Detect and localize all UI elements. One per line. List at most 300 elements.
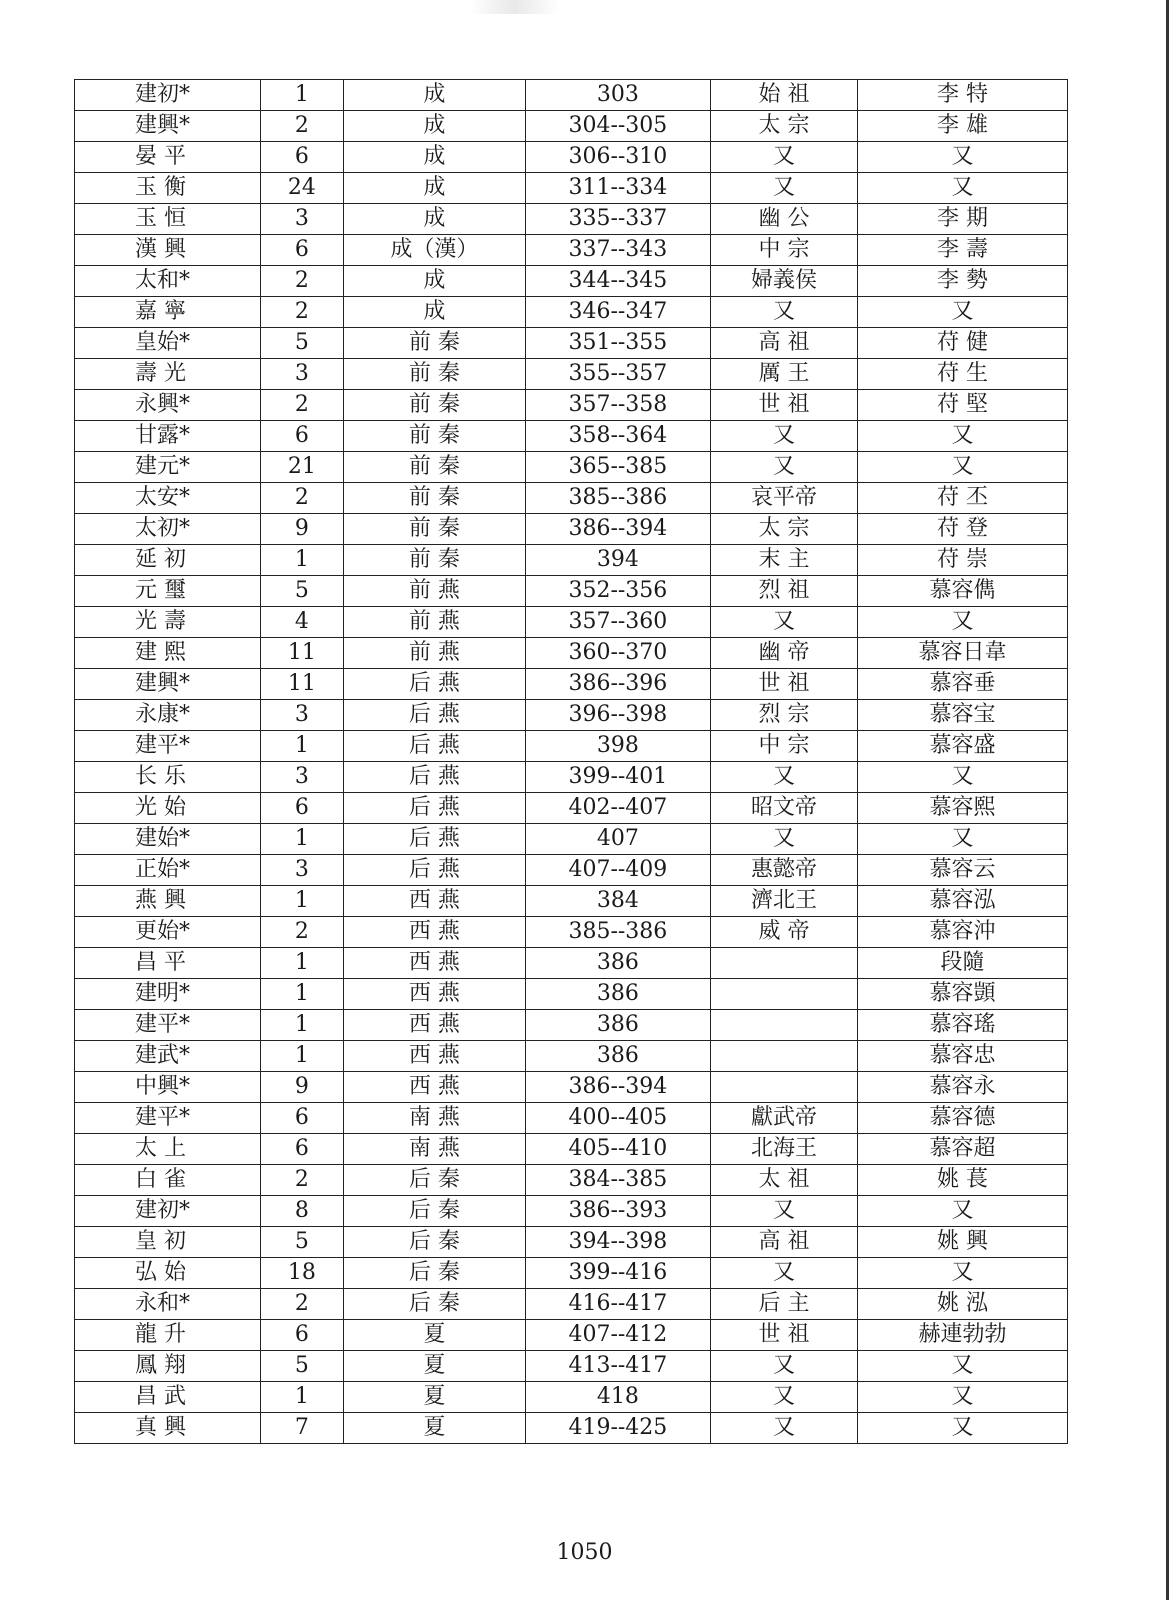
era-name-cell: 建平*: [75, 1103, 261, 1134]
temple-name-cell: 獻武帝: [711, 1103, 858, 1134]
era-name-cell: 漢 興: [75, 235, 261, 266]
year-range-cell: 303: [525, 80, 711, 111]
table-row: [75, 1413, 1068, 1444]
state-cell: 前 秦: [344, 328, 525, 359]
era-name-cell: 玉 恒: [75, 204, 261, 235]
year-range-cell: 357--358: [525, 390, 711, 421]
ruler-name-cell: 李 壽: [857, 235, 1067, 266]
years-count-cell: 11: [260, 669, 344, 700]
years-count-cell: 3: [260, 855, 344, 886]
ruler-name-cell: 又: [857, 824, 1067, 855]
ruler-name-cell: 又: [857, 1382, 1067, 1413]
temple-name-cell: [711, 1072, 858, 1103]
state-cell: 后 燕: [344, 855, 525, 886]
state-cell: 前 燕: [344, 638, 525, 669]
table-row: [75, 142, 1068, 173]
table-row: [75, 297, 1068, 328]
state-cell: 后 秦: [344, 1289, 525, 1320]
year-range-cell: 413--417: [525, 1351, 711, 1382]
year-range-cell: 351--355: [525, 328, 711, 359]
state-cell: 前 秦: [344, 452, 525, 483]
years-count-cell: 9: [260, 1072, 344, 1103]
state-cell: 成（漢）: [344, 235, 525, 266]
state-cell: 后 秦: [344, 1165, 525, 1196]
state-cell: 后 秦: [344, 1258, 525, 1289]
era-name-cell: 永和*: [75, 1289, 261, 1320]
years-count-cell: 11: [260, 638, 344, 669]
temple-name-cell: 又: [711, 142, 858, 173]
era-name-cell: 太 上: [75, 1134, 261, 1165]
temple-name-cell: 又: [711, 421, 858, 452]
years-count-cell: 6: [260, 235, 344, 266]
years-count-cell: 1: [260, 731, 344, 762]
era-name-cell: 元 璽: [75, 576, 261, 607]
ruler-name-cell: 赫連勃勃: [857, 1320, 1067, 1351]
year-range-cell: 400--405: [525, 1103, 711, 1134]
ruler-name-cell: 又: [857, 1258, 1067, 1289]
ruler-name-cell: 李 勢: [857, 266, 1067, 297]
temple-name-cell: 又: [711, 1258, 858, 1289]
era-name-cell: 弘 始: [75, 1258, 261, 1289]
ruler-name-cell: 李 特: [857, 80, 1067, 111]
years-count-cell: 1: [260, 1010, 344, 1041]
years-count-cell: 1: [260, 80, 344, 111]
era-name-cell: 皇 初: [75, 1227, 261, 1258]
year-range-cell: 384: [525, 886, 711, 917]
temple-name-cell: 世 祖: [711, 669, 858, 700]
temple-name-cell: 又: [711, 297, 858, 328]
temple-name-cell: 世 祖: [711, 1320, 858, 1351]
year-range-cell: 360--370: [525, 638, 711, 669]
state-cell: 前 秦: [344, 359, 525, 390]
era-name-cell: 建初*: [75, 80, 261, 111]
state-cell: 前 燕: [344, 607, 525, 638]
temple-name-cell: 世 祖: [711, 390, 858, 421]
era-name-cell: 建元*: [75, 452, 261, 483]
ruler-name-cell: 苻 生: [857, 359, 1067, 390]
ruler-name-cell: 苻 丕: [857, 483, 1067, 514]
state-cell: 成: [344, 204, 525, 235]
temple-name-cell: [711, 1041, 858, 1072]
table-row: [75, 1320, 1068, 1351]
temple-name-cell: 又: [711, 824, 858, 855]
year-range-cell: 405--410: [525, 1134, 711, 1165]
years-count-cell: 1: [260, 1382, 344, 1413]
state-cell: 后 秦: [344, 1196, 525, 1227]
years-count-cell: 4: [260, 607, 344, 638]
ruler-name-cell: 李 雄: [857, 111, 1067, 142]
temple-name-cell: 中 宗: [711, 235, 858, 266]
ruler-name-cell: 又: [857, 1351, 1067, 1382]
state-cell: 成: [344, 266, 525, 297]
years-count-cell: 8: [260, 1196, 344, 1227]
year-range-cell: 398: [525, 731, 711, 762]
ruler-name-cell: 李 期: [857, 204, 1067, 235]
years-count-cell: 1: [260, 824, 344, 855]
state-cell: 前 秦: [344, 545, 525, 576]
year-range-cell: 304--305: [525, 111, 711, 142]
era-name-cell: 建平*: [75, 731, 261, 762]
table-row: [75, 576, 1068, 607]
ruler-name-cell: 又: [857, 452, 1067, 483]
year-range-cell: 337--343: [525, 235, 711, 266]
table-row: [75, 1072, 1068, 1103]
ruler-name-cell: 又: [857, 173, 1067, 204]
ruler-name-cell: 慕容垂: [857, 669, 1067, 700]
state-cell: 成: [344, 111, 525, 142]
table-row: [75, 886, 1068, 917]
temple-name-cell: 后 主: [711, 1289, 858, 1320]
state-cell: 夏: [344, 1351, 525, 1382]
years-count-cell: 6: [260, 1134, 344, 1165]
temple-name-cell: 北海王: [711, 1134, 858, 1165]
era-name-cell: 永康*: [75, 700, 261, 731]
ruler-name-cell: 又: [857, 1413, 1067, 1444]
year-range-cell: 407--412: [525, 1320, 711, 1351]
years-count-cell: 2: [260, 1165, 344, 1196]
table-row: [75, 1103, 1068, 1134]
era-name-cell: 龍 升: [75, 1320, 261, 1351]
year-range-cell: 355--357: [525, 359, 711, 390]
era-name-cell: 太初*: [75, 514, 261, 545]
temple-name-cell: 烈 祖: [711, 576, 858, 607]
era-name-cell: 光 始: [75, 793, 261, 824]
years-count-cell: 6: [260, 1320, 344, 1351]
table-row: [75, 173, 1068, 204]
years-count-cell: 2: [260, 297, 344, 328]
years-count-cell: 1: [260, 886, 344, 917]
years-count-cell: 2: [260, 1289, 344, 1320]
temple-name-cell: 太 祖: [711, 1165, 858, 1196]
year-range-cell: 385--386: [525, 483, 711, 514]
table-row: [75, 1196, 1068, 1227]
era-name-cell: 建始*: [75, 824, 261, 855]
ruler-name-cell: 又: [857, 607, 1067, 638]
table-row: [75, 483, 1068, 514]
era-name-cell: 晏 平: [75, 142, 261, 173]
ruler-name-cell: 又: [857, 297, 1067, 328]
temple-name-cell: 惠懿帝: [711, 855, 858, 886]
table-row: [75, 1258, 1068, 1289]
years-count-cell: 7: [260, 1413, 344, 1444]
state-cell: 夏: [344, 1320, 525, 1351]
ruler-name-cell: 慕容瑤: [857, 1010, 1067, 1041]
year-range-cell: 416--417: [525, 1289, 711, 1320]
temple-name-cell: 濟北王: [711, 886, 858, 917]
table-row: [75, 328, 1068, 359]
state-cell: 西 燕: [344, 948, 525, 979]
year-range-cell: 386: [525, 1010, 711, 1041]
temple-name-cell: 又: [711, 1382, 858, 1413]
state-cell: 前 燕: [344, 576, 525, 607]
table-row: [75, 793, 1068, 824]
years-count-cell: 3: [260, 204, 344, 235]
ruler-name-cell: 慕容日韋: [857, 638, 1067, 669]
temple-name-cell: 婦義侯: [711, 266, 858, 297]
table-row: [75, 731, 1068, 762]
state-cell: 后 燕: [344, 731, 525, 762]
ruler-name-cell: 姚 泓: [857, 1289, 1067, 1320]
table-row: [75, 607, 1068, 638]
ruler-name-cell: 慕容忠: [857, 1041, 1067, 1072]
state-cell: 夏: [344, 1382, 525, 1413]
era-name-cell: 甘露*: [75, 421, 261, 452]
years-count-cell: 3: [260, 762, 344, 793]
era-name-cell: 建興*: [75, 111, 261, 142]
year-range-cell: 357--360: [525, 607, 711, 638]
year-range-cell: 394: [525, 545, 711, 576]
era-name-cell: 燕 興: [75, 886, 261, 917]
era-name-cell: 真 興: [75, 1413, 261, 1444]
year-range-cell: 386: [525, 948, 711, 979]
ruler-name-cell: 慕容云: [857, 855, 1067, 886]
state-cell: 成: [344, 173, 525, 204]
state-cell: 夏: [344, 1413, 525, 1444]
years-count-cell: 21: [260, 452, 344, 483]
table-row: [75, 1134, 1068, 1165]
era-name-cell: 鳳 翔: [75, 1351, 261, 1382]
year-range-cell: 386: [525, 1041, 711, 1072]
ruler-name-cell: 慕容熙: [857, 793, 1067, 824]
table-row: [75, 979, 1068, 1010]
era-name-cell: 建興*: [75, 669, 261, 700]
era-name-cell: 长 乐: [75, 762, 261, 793]
year-range-cell: 386: [525, 979, 711, 1010]
state-cell: 南 燕: [344, 1134, 525, 1165]
state-cell: 成: [344, 142, 525, 173]
temple-name-cell: 太 宗: [711, 514, 858, 545]
state-cell: 西 燕: [344, 1010, 525, 1041]
state-cell: 后 燕: [344, 700, 525, 731]
era-name-cell: 昌 平: [75, 948, 261, 979]
years-count-cell: 2: [260, 917, 344, 948]
year-range-cell: 386--394: [525, 1072, 711, 1103]
ruler-name-cell: 又: [857, 1196, 1067, 1227]
table-row: [75, 1010, 1068, 1041]
year-range-cell: 344--345: [525, 266, 711, 297]
table-row: [75, 948, 1068, 979]
table-row: [75, 1227, 1068, 1258]
table-row: [75, 1351, 1068, 1382]
years-count-cell: 18: [260, 1258, 344, 1289]
ruler-name-cell: 苻 健: [857, 328, 1067, 359]
temple-name-cell: 烈 宗: [711, 700, 858, 731]
era-name-cell: 中興*: [75, 1072, 261, 1103]
table-row: [75, 700, 1068, 731]
state-cell: 后 燕: [344, 669, 525, 700]
ruler-name-cell: 慕容盛: [857, 731, 1067, 762]
state-cell: 成: [344, 297, 525, 328]
temple-name-cell: 高 祖: [711, 1227, 858, 1258]
era-name-cell: 更始*: [75, 917, 261, 948]
era-name-cell: 光 壽: [75, 607, 261, 638]
ruler-name-cell: 慕容顗: [857, 979, 1067, 1010]
year-range-cell: 384--385: [525, 1165, 711, 1196]
years-count-cell: 5: [260, 328, 344, 359]
table-row: [75, 762, 1068, 793]
era-name-cell: 建初*: [75, 1196, 261, 1227]
ruler-name-cell: 慕容儁: [857, 576, 1067, 607]
state-cell: 西 燕: [344, 886, 525, 917]
year-range-cell: 311--334: [525, 173, 711, 204]
ruler-name-cell: 慕容泓: [857, 886, 1067, 917]
state-cell: 西 燕: [344, 917, 525, 948]
table-row: [75, 266, 1068, 297]
year-range-cell: 418: [525, 1382, 711, 1413]
year-range-cell: 399--401: [525, 762, 711, 793]
ruler-name-cell: 慕容德: [857, 1103, 1067, 1134]
ruler-name-cell: 慕容宝: [857, 700, 1067, 731]
state-cell: 后 燕: [344, 824, 525, 855]
table-body: [75, 80, 1068, 1444]
year-range-cell: 407: [525, 824, 711, 855]
table-row: [75, 824, 1068, 855]
era-name-cell: 建 熙: [75, 638, 261, 669]
years-count-cell: 2: [260, 483, 344, 514]
year-range-cell: 419--425: [525, 1413, 711, 1444]
years-count-cell: 9: [260, 514, 344, 545]
table-row: [75, 359, 1068, 390]
ruler-name-cell: 苻 登: [857, 514, 1067, 545]
temple-name-cell: 又: [711, 1413, 858, 1444]
table-row: [75, 514, 1068, 545]
year-range-cell: 394--398: [525, 1227, 711, 1258]
temple-name-cell: 又: [711, 452, 858, 483]
era-name-cell: 太安*: [75, 483, 261, 514]
ruler-name-cell: 苻 崇: [857, 545, 1067, 576]
year-range-cell: 386--393: [525, 1196, 711, 1227]
ruler-name-cell: 又: [857, 762, 1067, 793]
years-count-cell: 3: [260, 700, 344, 731]
era-name-cell: 延 初: [75, 545, 261, 576]
years-count-cell: 24: [260, 173, 344, 204]
year-range-cell: 335--337: [525, 204, 711, 235]
table-row: [75, 669, 1068, 700]
era-name-cell: 壽 光: [75, 359, 261, 390]
table-row: [75, 917, 1068, 948]
ruler-name-cell: 慕容超: [857, 1134, 1067, 1165]
years-count-cell: 2: [260, 390, 344, 421]
years-count-cell: 6: [260, 1103, 344, 1134]
table-row: [75, 855, 1068, 886]
year-range-cell: 365--385: [525, 452, 711, 483]
ruler-name-cell: 又: [857, 142, 1067, 173]
years-count-cell: 1: [260, 545, 344, 576]
year-range-cell: 306--310: [525, 142, 711, 173]
ruler-name-cell: 苻 堅: [857, 390, 1067, 421]
year-range-cell: 352--356: [525, 576, 711, 607]
years-count-cell: 5: [260, 1351, 344, 1382]
reign-era-table: [74, 79, 1068, 1444]
years-count-cell: 1: [260, 1041, 344, 1072]
state-cell: 成: [344, 80, 525, 111]
temple-name-cell: [711, 948, 858, 979]
state-cell: 西 燕: [344, 1041, 525, 1072]
page-number: 1050: [556, 1540, 613, 1565]
table-row: [75, 1041, 1068, 1072]
years-count-cell: 5: [260, 1227, 344, 1258]
era-name-cell: 昌 武: [75, 1382, 261, 1413]
state-cell: 南 燕: [344, 1103, 525, 1134]
years-count-cell: 3: [260, 359, 344, 390]
years-count-cell: 1: [260, 948, 344, 979]
temple-name-cell: 哀平帝: [711, 483, 858, 514]
ruler-name-cell: 姚 興: [857, 1227, 1067, 1258]
temple-name-cell: 始 祖: [711, 80, 858, 111]
state-cell: 前 秦: [344, 421, 525, 452]
state-cell: 后 秦: [344, 1227, 525, 1258]
temple-name-cell: 又: [711, 607, 858, 638]
era-name-cell: 太和*: [75, 266, 261, 297]
state-cell: 西 燕: [344, 1072, 525, 1103]
table-row: [75, 80, 1068, 111]
table-row: [75, 1289, 1068, 1320]
table-row: [75, 390, 1068, 421]
year-range-cell: 386--394: [525, 514, 711, 545]
temple-name-cell: 高 祖: [711, 328, 858, 359]
years-count-cell: 5: [260, 576, 344, 607]
temple-name-cell: 幽 公: [711, 204, 858, 235]
table-row: [75, 111, 1068, 142]
year-range-cell: 396--398: [525, 700, 711, 731]
ruler-name-cell: 姚 萇: [857, 1165, 1067, 1196]
temple-name-cell: [711, 979, 858, 1010]
year-range-cell: 402--407: [525, 793, 711, 824]
years-count-cell: 1: [260, 979, 344, 1010]
era-name-cell: 白 雀: [75, 1165, 261, 1196]
temple-name-cell: 幽 帝: [711, 638, 858, 669]
state-cell: 后 燕: [344, 793, 525, 824]
temple-name-cell: 威 帝: [711, 917, 858, 948]
table-row: [75, 421, 1068, 452]
era-name-cell: 永興*: [75, 390, 261, 421]
year-range-cell: 407--409: [525, 855, 711, 886]
era-name-cell: 建平*: [75, 1010, 261, 1041]
table-row: [75, 1382, 1068, 1413]
table-row: [75, 235, 1068, 266]
ruler-name-cell: 段隨: [857, 948, 1067, 979]
scan-smudge: [470, 0, 560, 14]
era-name-cell: 建明*: [75, 979, 261, 1010]
years-count-cell: 2: [260, 111, 344, 142]
table-row: [75, 204, 1068, 235]
ruler-name-cell: 又: [857, 421, 1067, 452]
temple-name-cell: 太 宗: [711, 111, 858, 142]
temple-name-cell: 末 主: [711, 545, 858, 576]
era-name-cell: 嘉 寧: [75, 297, 261, 328]
temple-name-cell: 又: [711, 1351, 858, 1382]
year-range-cell: 346--347: [525, 297, 711, 328]
ruler-name-cell: 慕容永: [857, 1072, 1067, 1103]
temple-name-cell: 中 宗: [711, 731, 858, 762]
temple-name-cell: 又: [711, 762, 858, 793]
state-cell: 前 秦: [344, 483, 525, 514]
state-cell: 前 秦: [344, 390, 525, 421]
table-row: [75, 452, 1068, 483]
temple-name-cell: 又: [711, 173, 858, 204]
state-cell: 后 燕: [344, 762, 525, 793]
era-name-cell: 皇始*: [75, 328, 261, 359]
years-count-cell: 6: [260, 142, 344, 173]
temple-name-cell: [711, 1010, 858, 1041]
year-range-cell: 358--364: [525, 421, 711, 452]
years-count-cell: 2: [260, 266, 344, 297]
year-range-cell: 386--396: [525, 669, 711, 700]
table-row: [75, 1165, 1068, 1196]
table-row: [75, 638, 1068, 669]
temple-name-cell: 厲 王: [711, 359, 858, 390]
era-name-cell: 建武*: [75, 1041, 261, 1072]
